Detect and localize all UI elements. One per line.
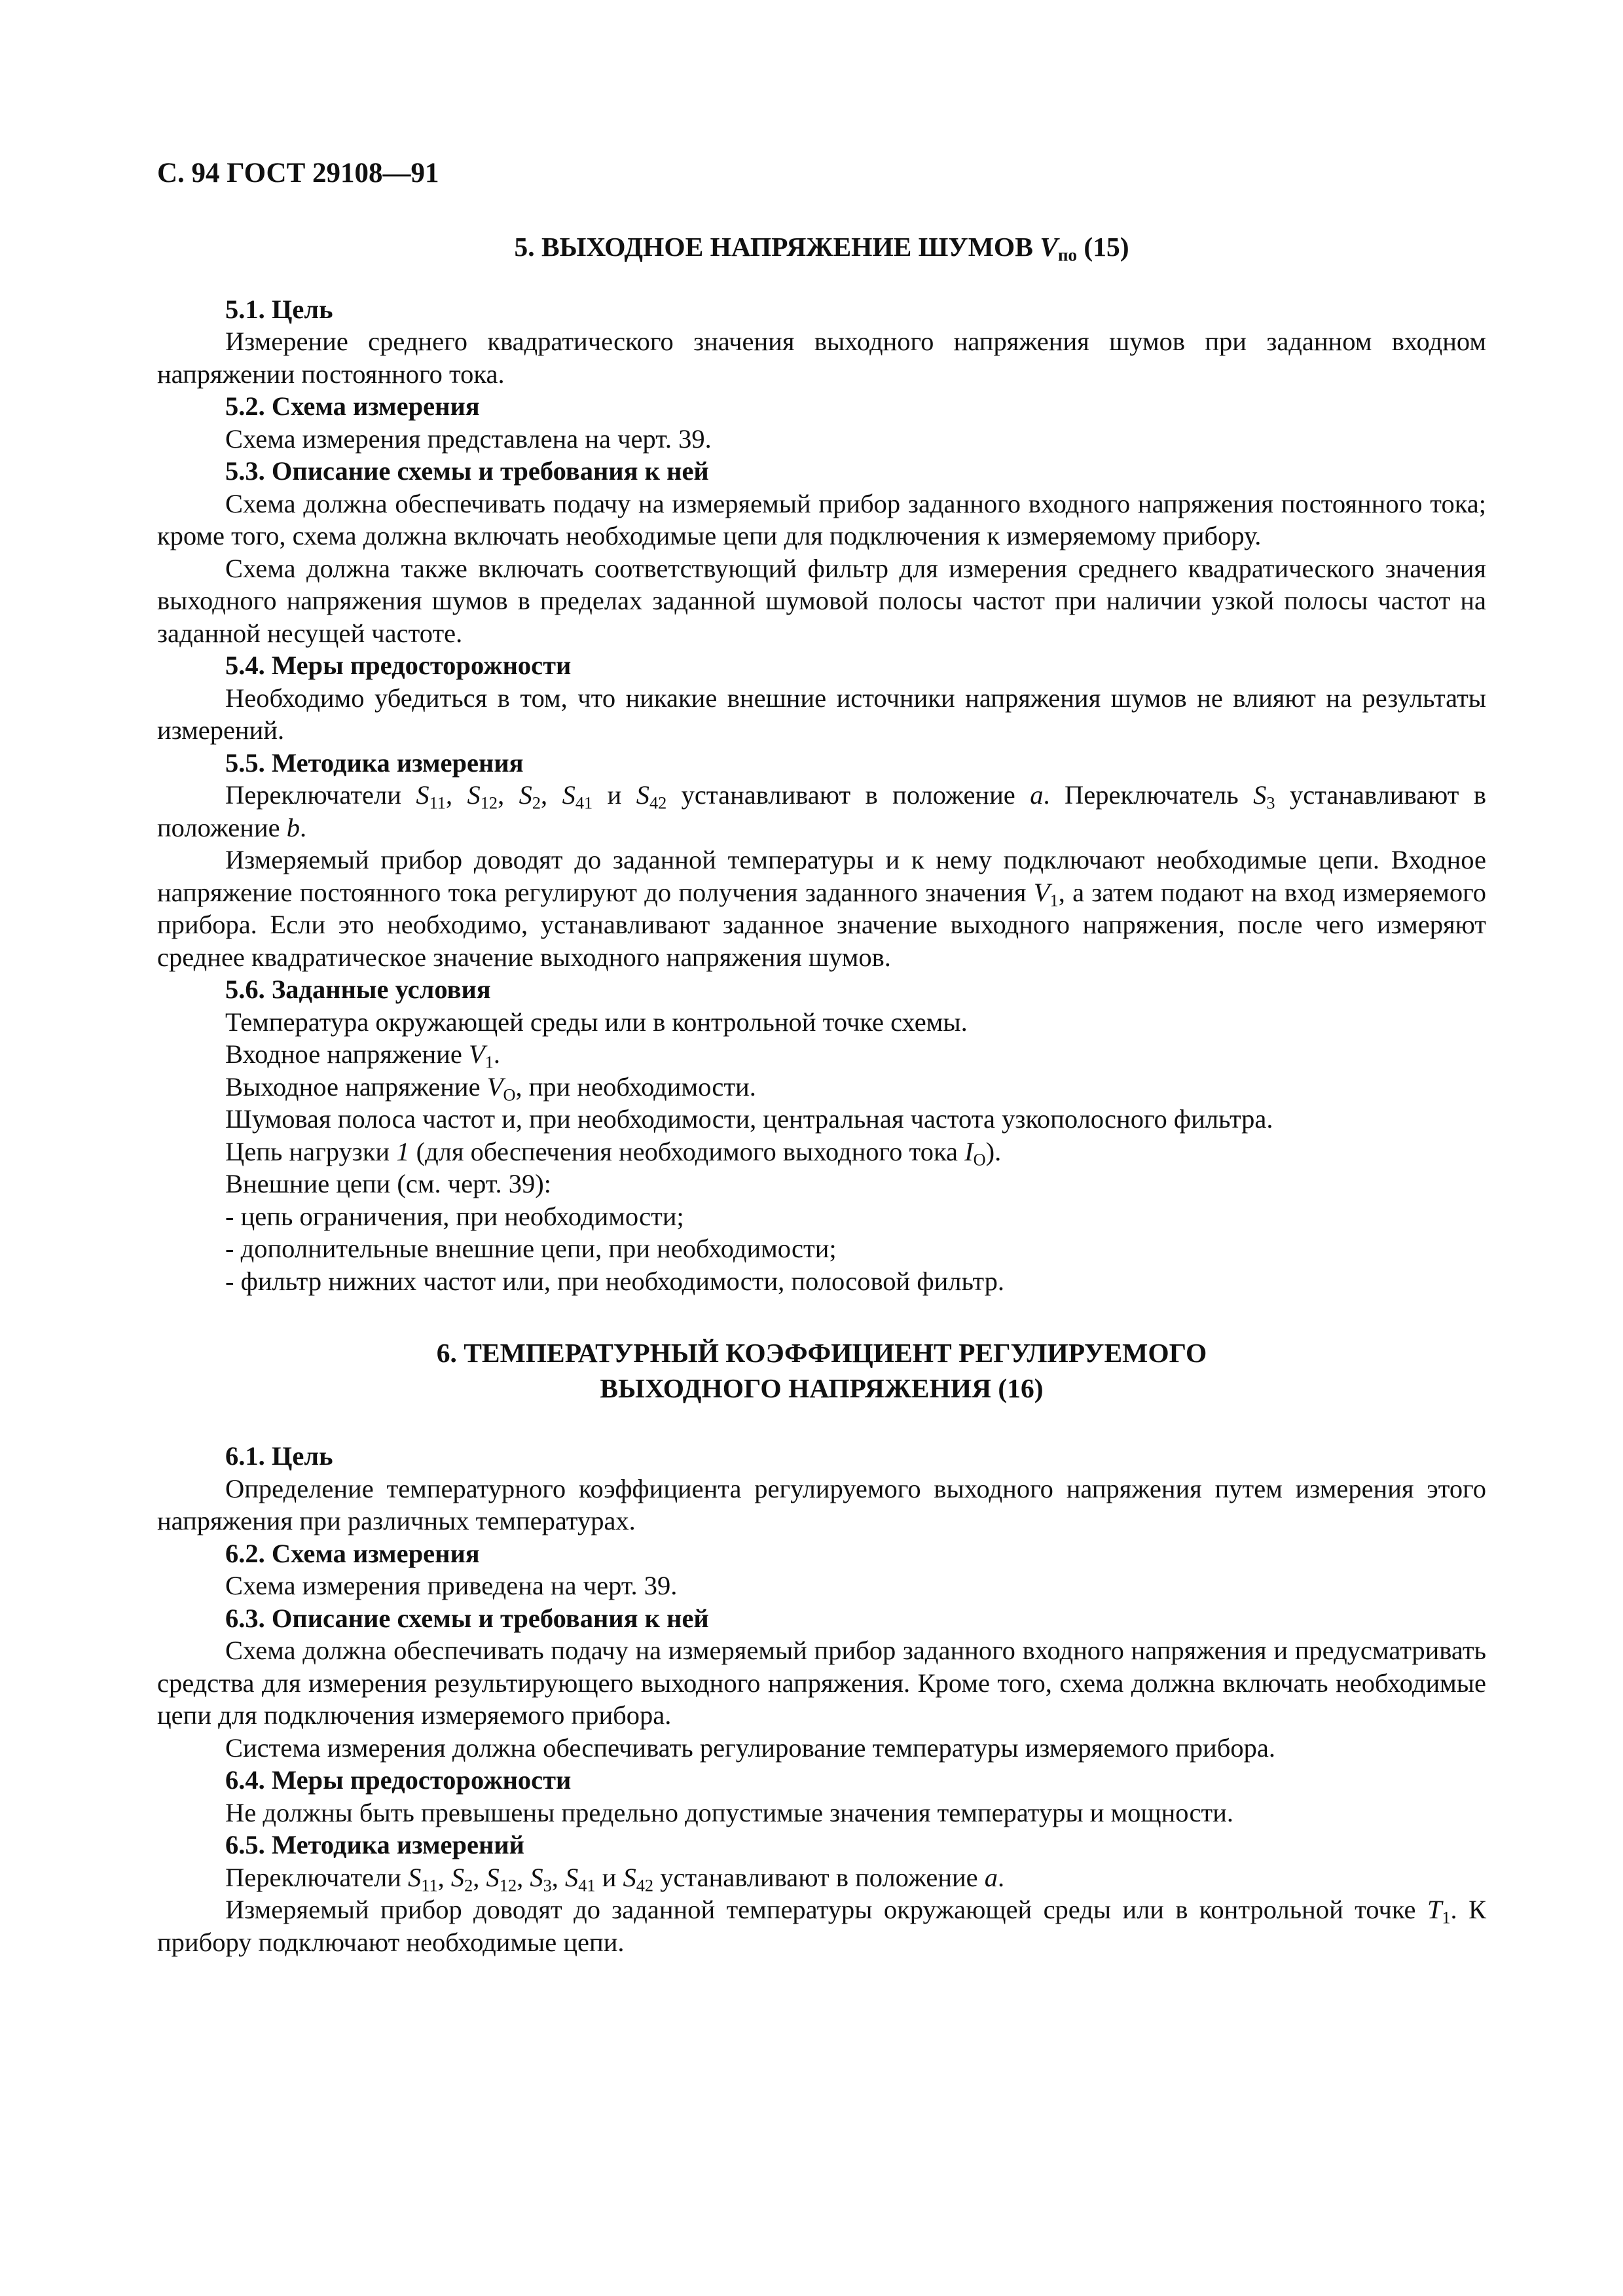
condition-line-output-voltage: Выходное напряжение $V_O$, при необходимости. [225,1071,756,1104]
subsection-5-3-heading: 5.3. Описание схемы и требования к ней [225,456,709,486]
condition-line-external-circuits: Внешние цепи (см. черт. 39): [225,1169,551,1198]
subsection-6-4-text: Не должны быть превышены предельно допустимые значения температуры и мощности. [225,1797,1234,1827]
section-6-title [157,1335,1486,1406]
subsection-5-2-heading: 5.2. Схема измерения [225,391,480,421]
subsection-5-3-paragraph-1: Схема должна обеспечивать подачу на измеряемый прибор заданного входного напряжения постоянного тока; кроме того, схема должна включать необходимые цепи для подключения к измеряемому прибору. [157,488,1486,550]
section-5-title: 5. ВЫХОДНОЕ НАПРЯЖЕНИЕ ШУМОВ $V_{по}$ (15) [514,231,1129,265]
subsection-5-5-heading: 5.5. Методика измерения [225,747,524,778]
subsection-6-5-paragraph-2: Измеряемый прибор доводят до заданной температуры окружающей среды или в контрольной точке $T_1$. К прибору подключают необходимые цепи. [157,1895,1486,1957]
subsection-5-1-heading: 5.1. Цель [225,294,333,324]
subsection-5-4-heading: 5.4. Меры предосторожности [225,651,572,680]
subsection-6-5-heading: 6.5. Методика измерений [225,1830,525,1859]
subsection-5-6-heading: 5.6. Заданные условия [225,975,491,1004]
subsection-5-5-paragraph-1: Переключатели $S_{11}$, $S_{12}$, $S_2$, $S_{41}$ и $S_{42}$ устанавливают в положение a. Переключатель $S_3$ устанавливают в положение b. [157,780,1487,842]
subsection-6-1-text: Определение температурного коэффициента регулируемого выходного напряжения путем измерения этого напряжения при различных температурах. [157,1473,1486,1535]
dash-list-item: - цепь ограничения, при необходимости; [225,1201,684,1231]
subsection-5-4-text: Необходимо убедиться в том, что никакие внешние источники напряжения шумов не влияют на результаты измерений. [157,683,1486,745]
subsection-5-5-paragraph-2: Измеряемый прибор доводят до заданной температуры и к нему подключают необходимые цепи. Входное напряжение постоянного тока регулируют до получения заданного значения $V_1$, а затем подают на вход измеряемого прибора. Если это необходимо, устанавливают заданное значение выходного напряжения, после чего измеряют среднее квадратическое значение выходного напряжения шумов. [157,845,1486,972]
subsection-5-1-text: Измерение среднего квадратического значения выходного напряжения шумов при заданном входном напряжении постоянного тока. [157,327,1486,389]
section-6-title-line-1: 6. ТЕМПЕРАТУРНЫЙ КОЭФФИЦИЕНТ РЕГУЛИРУЕМОГО [436,1338,1207,1368]
document-page [157,157,1486,1958]
page-header: С. 94 ГОСТ 29108—91 [157,158,439,188]
condition-line-temperature: Температура окружающей среды или в контрольной точке схемы. [225,1007,968,1037]
subsection-6-5-paragraph-1: Переключатели $S_{11}$, $S_2$, $S_{12}$, $S_3$, $S_{41}$ и $S_{42}$ устанавливают в положение a. [225,1862,1005,1895]
subsection-6-3-paragraph-2: Система измерения должна обеспечивать регулирование температуры измеряемого прибора. [225,1732,1275,1763]
subsection-6-3-heading: 6.3. Описание схемы и требования к ней [225,1603,709,1633]
condition-line-load-circuit: Цепь нагрузки 1 (для обеспечения необходимого выходного тока $I_O$). [225,1136,1002,1169]
subsection-6-3-paragraph-1: Схема должна обеспечивать подачу на измеряемый прибор заданного входного напряжения и предусматривать средства для измерения результирующего выходного напряжения. Кроме того, схема должна включать необходимые цепи для подключения измеряемого прибора. [157,1636,1486,1730]
section-6-title-line-2: ВЫХОДНОГО НАПРЯЖЕНИЯ (16) [600,1373,1044,1403]
condition-line-noise-band: Шумовая полоса частот и, при необходимости, центральная частота узкополосного фильтра. [225,1104,1273,1134]
subsection-6-4-heading: 6.4. Меры предосторожности [225,1765,572,1795]
dash-list-item: - фильтр нижних частот или, при необходимости, полосовой фильтр. [225,1266,1004,1296]
dash-list-item: - дополнительные внешние цепи, при необходимости; [225,1234,837,1263]
subsection-5-2-text: Схема измерения представлена на черт. 39. [225,423,712,454]
condition-line-input-voltage: Входное напряжение $V_1$. [225,1039,500,1072]
subsection-5-3-paragraph-2: Схема должна также включать соответствующий фильтр для измерения среднего квадратического значения выходного напряжения шумов в пределах заданной шумовой полосы частот при наличии узкой полосы частот на заданной несущей частоте. [157,553,1486,648]
subsection-6-1-heading: 6.1. Цель [225,1441,333,1471]
subsection-6-2-heading: 6.2. Схема измерения [225,1538,480,1568]
subsection-6-2-text: Схема измерения приведена на черт. 39. [225,1571,678,1600]
